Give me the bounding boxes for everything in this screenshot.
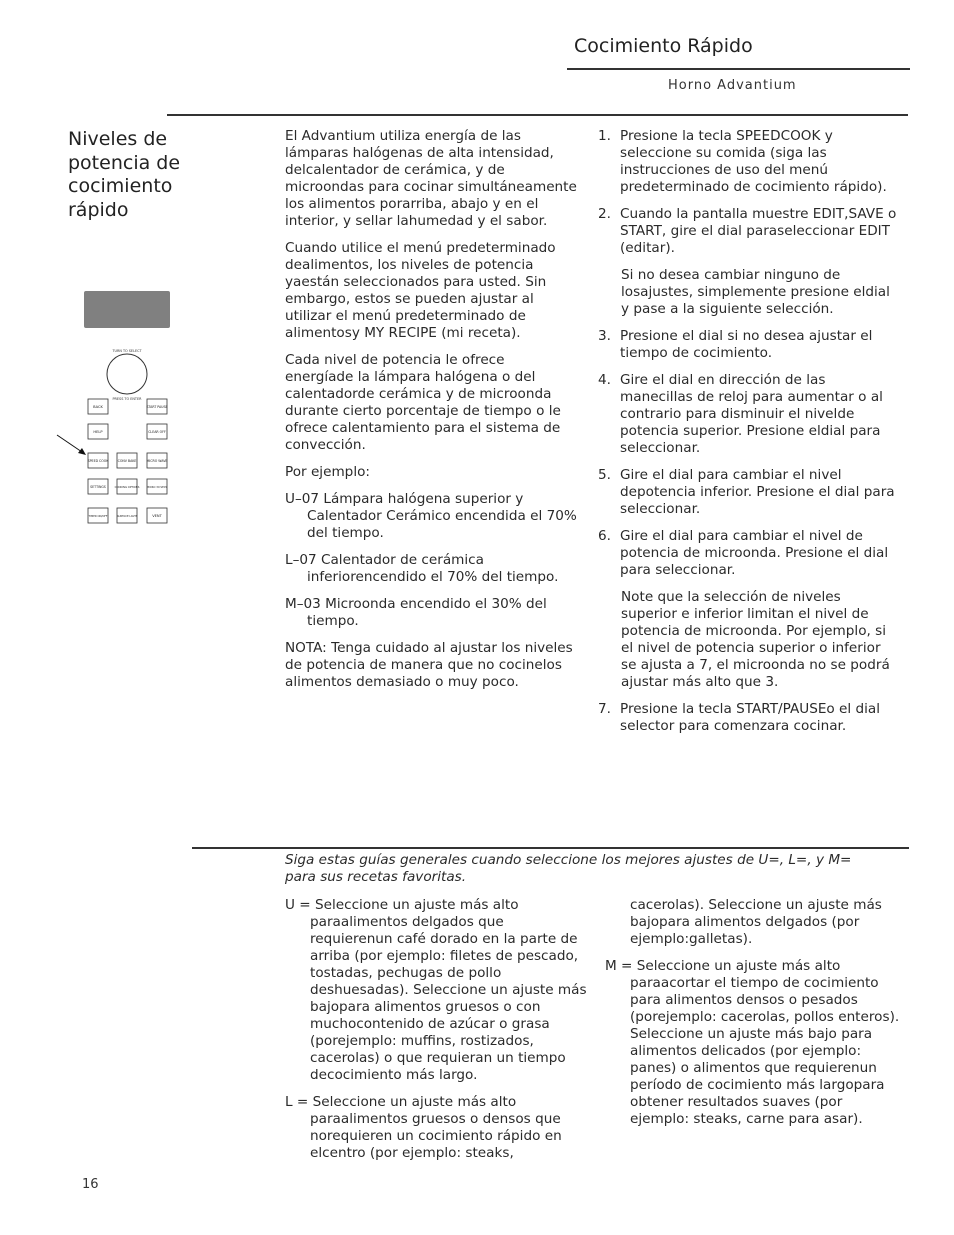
menu-paragraph: Cuando utilice el menú predeterminado dealimentos, los niveles de potencia yaestán seleccionados para usted. Sin embargo, estos se pueden ajustar al utilizar el menú predeterminado de alimentosy MY RECIPE (mi receta).: [285, 240, 556, 341]
selector-dial-illustration: [107, 354, 147, 394]
dial-top-label: TURN TO SELECT: [112, 349, 142, 353]
key-cooking-options-label: COOKING OPTIONS: [114, 486, 140, 489]
step-number: 7.: [598, 701, 611, 717]
power-level-paragraph: Cada nivel de potencia le ofrece energíade la lámpara halógena o del calentadorde cerámica y de microonda durante cierto porcentaje de tiempo o le ofrece calentamiento para el sistema de convección.: [285, 352, 561, 453]
guideline-lower: L = Seleccione un ajuste más alto paraalimentos gruesos o densos que norequieren un cocimiento rápido en elcentro (por ejemplo: steaks,: [285, 1094, 562, 1161]
left-text-column: [285, 128, 577, 701]
example-microwave: M–03 Microonda encendido el 30% del tiempo.: [285, 596, 547, 629]
guidelines-left-column: [285, 897, 590, 1172]
key-conv-bake-label: CONV BAKE: [117, 459, 137, 463]
section-title: Niveles de potencia de cocimiento rápido: [68, 128, 181, 221]
step-number: 6.: [598, 528, 611, 544]
key-clear-off-label: CLEAR OFF: [148, 430, 166, 434]
key-surface-light-label: SURFACE LIGHT: [116, 515, 138, 518]
step-text: Gire el dial para cambiar el nivel depotencia inferior. Presione el dial para seleccionar.: [620, 467, 895, 517]
header-rule: [567, 68, 910, 70]
key-start-pause-label: START PAUSE: [146, 405, 168, 409]
example-upper: U–07 Lámpara halógena superior y Calentador Cerámico encendida el 70% del tiempo.: [285, 491, 577, 541]
key-settings-label: SETTINGS: [90, 485, 106, 489]
guidelines-right-column: [605, 897, 905, 1138]
step-text: Presione el dial si no desea ajustar el tiempo de cocimiento.: [620, 328, 873, 361]
example-lower: L–07 Calentador de cerámica inferiorencendido el 70% del tiempo.: [285, 552, 559, 585]
key-micro-30-secs-label: MICRO 30 SECS: [146, 486, 168, 489]
step-note: Note que la selección de niveles superior e inferior limitan el nivel de potencia de microonda. Por ejemplo, si el nivel de potencia superior o inferior se ajusta a 7, el microonda no se podrá ajustar más alto que 3.: [621, 589, 890, 690]
step-item: [598, 128, 898, 196]
step-item: [598, 701, 898, 735]
key-speed-cook-label: SPEED COOK: [87, 459, 109, 463]
step-text: Gire el dial en dirección de las manecillas de reloj para aumentar o al contrario para disminuir el nivelde potencia superior. Presione eldial para seleccionar.: [620, 372, 883, 456]
key-timer-label: TIMER ON/OFF: [88, 515, 108, 518]
dial-bottom-label: PRESS TO ENTER: [112, 397, 142, 401]
oven-display-illustration: [84, 291, 170, 328]
key-micro-wave-label: MICRO WAVE: [146, 459, 168, 463]
step-item: [598, 372, 898, 457]
step-item: [598, 206, 898, 257]
guideline-lower-continued: cacerolas). Seleccione un ajuste más bajopara alimentos delgados (por ejemplo:galletas).: [630, 897, 882, 947]
step-number: 2.: [598, 206, 611, 222]
step-number: 1.: [598, 128, 611, 144]
page-number: 16: [82, 1177, 99, 1192]
guidelines-intro: Siga estas guías generales cuando seleccione los mejores ajustes de U=, L=, y M= para sus recetas favoritas.: [285, 852, 852, 885]
section-divider: [192, 847, 909, 849]
control-panel-illustration: [55, 345, 195, 540]
step-item: [598, 467, 898, 518]
key-vent-label: VENT: [152, 514, 162, 518]
key-back-label: BACK: [93, 405, 103, 409]
step-text: Cuando la pantalla muestre EDIT,SAVE o START, gire el dial paraseleccionar EDIT (editar).: [620, 206, 897, 256]
page-header-subtitle: Horno Advantium: [668, 78, 797, 93]
step-number: 4.: [598, 372, 611, 388]
example-heading: Por ejemplo:: [285, 464, 370, 480]
caution-note: NOTA: Tenga cuidado al ajustar los niveles de potencia de manera que no cocinelos alimentos demasiado o muy poco.: [285, 640, 573, 690]
guideline-microwave: M = Seleccione un ajuste más alto paraacortar el tiempo de cocimiento para alimentos densos o pesados (porejemplo: cacerolas, pollos enteros). Seleccione un ajuste más bajo para alimentos delicados (por ejemplo: panes) o alimentos que requierenun período de cocimiento más largopara obtener resultados suaves (por ejemplo: steaks, carne para asar).: [605, 958, 900, 1127]
guideline-upper: U = Seleccione un ajuste más alto paraalimentos delgados que requierenun café dorado en la parte de arriba (por ejemplo: filetes de pescado, tostadas, pechugas de pollo deshuesadas). Seleccione un ajuste más bajopara alimentos gruesos o con muchocontenido de azúcar o grasa (porejemplo: muffins, rostizados, cacerolas) o que requieran un tiempo decocimiento más largo.: [285, 897, 587, 1083]
header-main-rule: [167, 114, 908, 116]
step-text: Presione la tecla START/PAUSEo el dial selector para comenzara cocinar.: [620, 701, 881, 734]
steps-column: [598, 128, 898, 745]
step-item: [598, 328, 898, 362]
step-text: Gire el dial para cambiar el nivel de potencia de microonda. Presione el dial para seleccionar.: [620, 528, 889, 578]
step-note: Si no desea cambiar ninguno de losajustes, simplemente presione eldial y pase a la siguiente selección.: [621, 267, 890, 317]
step-text: Presione la tecla SPEEDCOOK y seleccione su comida (siga las instrucciones de uso del menú predeterminado de cocimiento rápido).: [620, 128, 887, 195]
intro-paragraph: El Advantium utiliza energía de las lámparas halógenas de alta intensidad, delcalentador de cerámica, y de microondas para cocinar simultáneamente los alimentos porarriba, abajo y en el interior, y sellar lahumedad y el sabor.: [285, 128, 577, 229]
step-number: 3.: [598, 328, 611, 344]
arrow-indicator-line: [57, 435, 82, 452]
arrow-indicator-head: [78, 448, 86, 455]
step-item: [598, 528, 898, 579]
step-number: 5.: [598, 467, 611, 483]
page-header-title: Cocimiento Rápido: [574, 35, 753, 57]
key-help-label: HELP: [93, 430, 103, 434]
